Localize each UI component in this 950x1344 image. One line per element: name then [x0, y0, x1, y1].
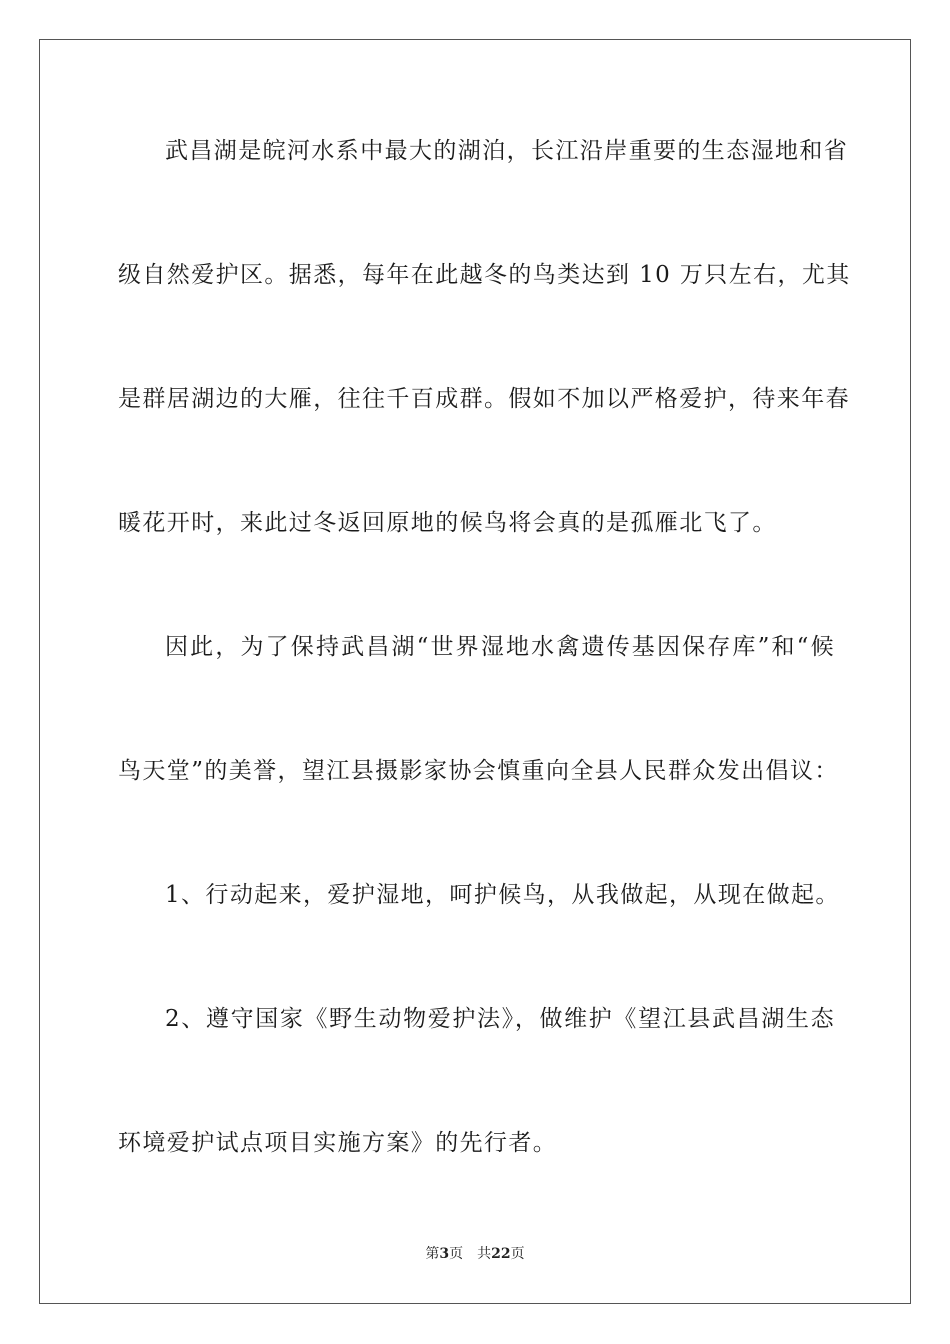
list-item-2-line-2: 环境爱护试点项目实施方案》的先行者。 [118, 1130, 558, 1156]
total-pages: 22 [491, 1246, 511, 1262]
page-suffix: 页 [449, 1246, 464, 1262]
page-border [39, 39, 911, 1304]
paragraph-1-line-1: 武昌湖是皖河水系中最大的湖泊，长江沿岸重要的生态湿地和省 [165, 138, 849, 164]
page-number: 3 [439, 1246, 450, 1262]
list-item-1: 1、行动起来，爱护湿地，呵护候鸟，从我做起，从现在做起。 [165, 882, 840, 908]
list-item-2-line-1: 2、遵守国家《野生动物爱护法》，做维护《望江县武昌湖生态 [165, 1006, 835, 1032]
paragraph-1-line-3: 是群居湖边的大雁，往往千百成群。假如不加以严格爱护，待来年春 [118, 386, 850, 412]
page-prefix: 第 [425, 1246, 440, 1262]
page-footer [0, 1244, 950, 1264]
paragraph-1-line-4: 暖花开时，来此过冬返回原地的候鸟将会真的是孤雁北飞了。 [118, 510, 777, 536]
paragraph-2-line-2: 鸟天堂”的美誉，望江县摄影家协会慎重向全县人民群众发出倡议： [118, 758, 839, 784]
total-suffix: 页 [510, 1246, 525, 1262]
total-prefix: 共 [477, 1246, 492, 1262]
paragraph-1-line-2: 级自然爱护区。据悉，每年在此越冬的鸟类达到 10 万只左右，尤其 [118, 262, 851, 288]
paragraph-2-line-1: 因此，为了保持武昌湖“世界湿地水禽遗传基因保存库”和“候 [165, 634, 835, 660]
